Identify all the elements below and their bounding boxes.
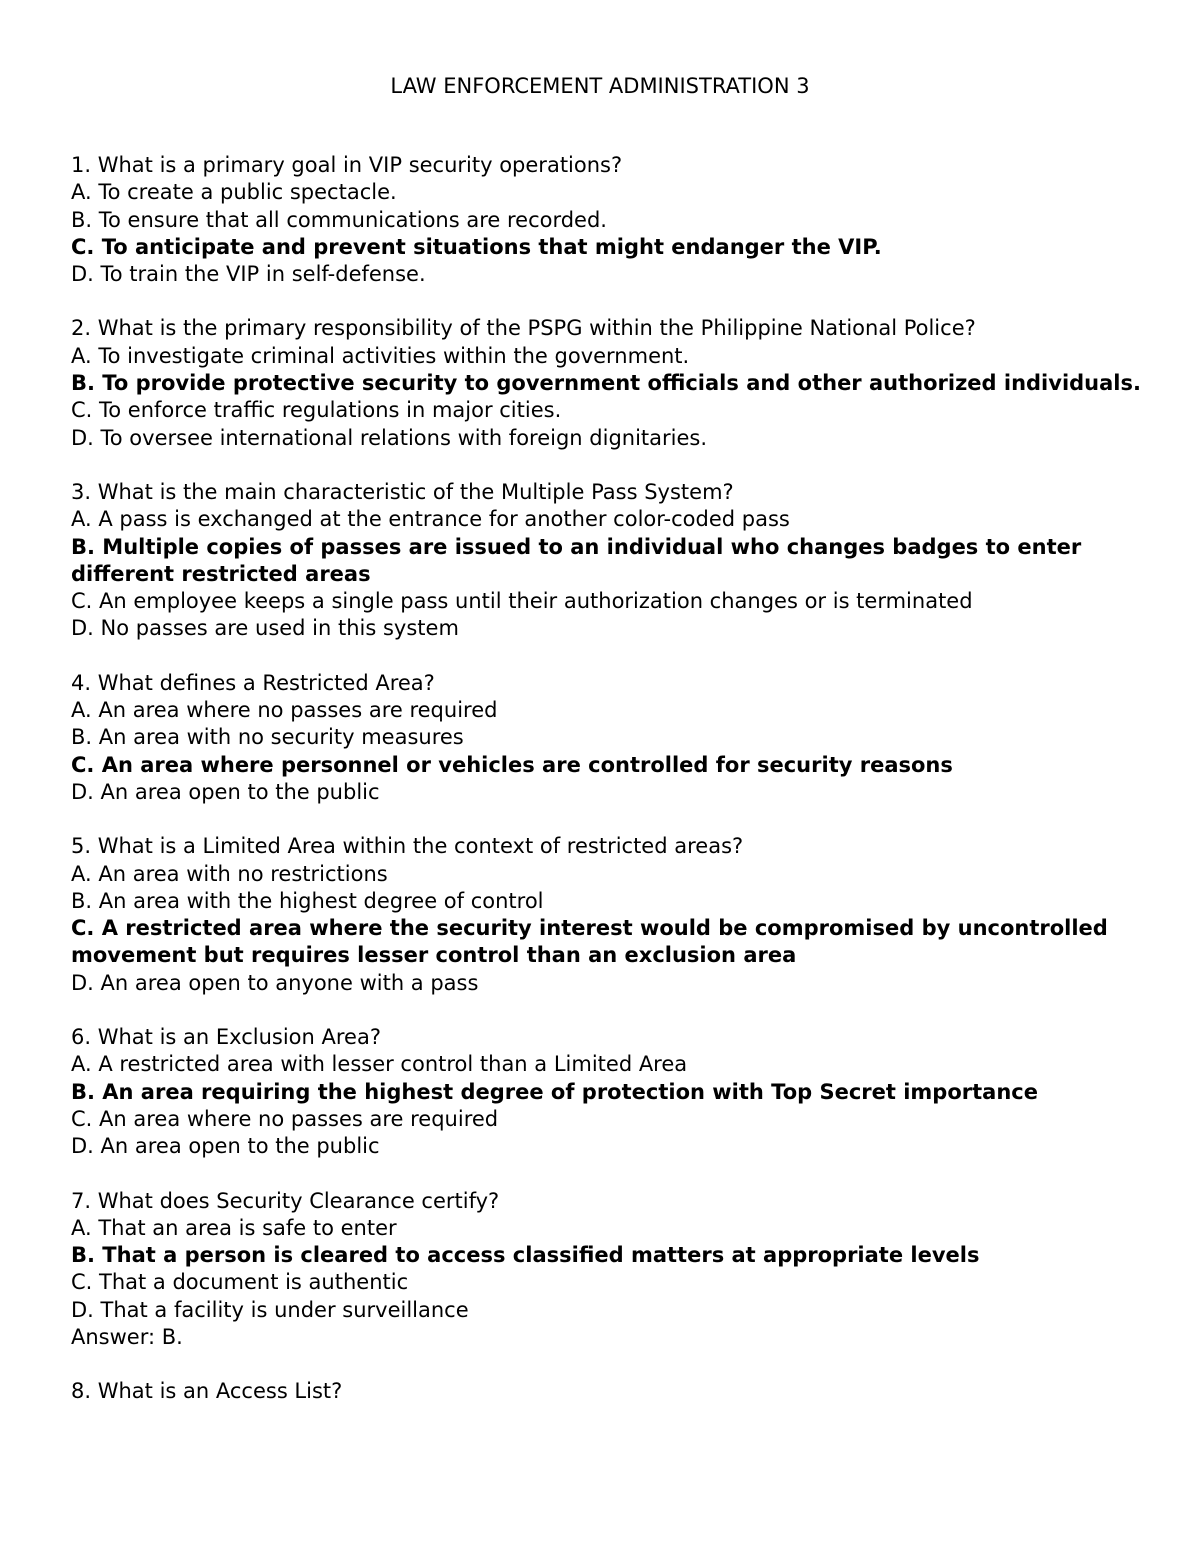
answer-option: A. To create a public spectacle. (71, 180, 397, 205)
question-list (71, 152, 1141, 1406)
answer-option: A. An area with no restrictions (71, 861, 388, 886)
question-block (71, 315, 1141, 451)
correct-answer-option: B. That a person is cleared to access classified matters at appropriate levels (71, 1243, 980, 1268)
question-stem: 1. What is a primary goal in VIP security operations? (71, 153, 623, 177)
question-stem: 6. What is an Exclusion Area? (71, 1025, 381, 1050)
correct-answer-option: C. A restricted area where the security interest would be compromised by uncontrolled movement but requires lesser control than an exclusion area (71, 916, 1108, 968)
answer-option: C. An employee keeps a single pass until their authorization changes or is terminated (71, 589, 973, 614)
question-block (71, 670, 1141, 806)
document-page (71, 72, 1141, 1433)
question-stem: 2. What is the primary responsibility of the PSPG within the Philippine National Police? (71, 316, 976, 341)
answer-option: B. An area with no security measures (71, 725, 464, 750)
answer-option: D. An area open to the public (71, 779, 380, 804)
question-block (71, 1378, 1141, 1405)
answer-key: Answer: B. (71, 1324, 183, 1349)
answer-option: C. An area where no passes are required (71, 1106, 499, 1131)
answer-option: D. To train the VIP in self-defense. (71, 262, 426, 287)
answer-option: A. That an area is safe to enter (71, 1215, 397, 1240)
question-block (71, 833, 1141, 997)
answer-option: C. That a document is authentic (71, 1270, 409, 1295)
title-spacer (71, 100, 1141, 152)
answer-option: D. An area open to anyone with a pass (71, 970, 479, 995)
answer-option: C. To enforce traffic regulations in major cities. (71, 398, 562, 423)
question-stem: 4. What defines a Restricted Area? (71, 670, 435, 695)
correct-answer-option: B. Multiple copies of passes are issued to an individual who changes badges to enter different restricted areas (71, 534, 1082, 586)
document-title: LAW ENFORCEMENT ADMINISTRATION 3 (390, 74, 810, 98)
answer-option: A. An area where no passes are required (71, 698, 498, 723)
answer-option: D. To oversee international relations with foreign dignitaries. (71, 425, 708, 450)
question-stem: 8. What is an Access List? (71, 1379, 343, 1404)
answer-option: A. To investigate criminal activities within the government. (71, 343, 690, 368)
question-block (71, 479, 1141, 643)
answer-option: A. A pass is exchanged at the entrance for another color-coded pass (71, 507, 790, 532)
question-stem: 3. What is the main characteristic of the Multiple Pass System? (71, 479, 734, 504)
answer-option: B. To ensure that all communications are recorded. (71, 207, 607, 232)
answer-option: D. An area open to the public (71, 1134, 380, 1159)
correct-answer-option: B. An area requiring the highest degree of protection with Top Secret importance (71, 1079, 1038, 1104)
correct-answer-option: C. To anticipate and prevent situations that might endanger the VIP. (71, 234, 882, 259)
question-stem: 7. What does Security Clearance certify? (71, 1188, 500, 1213)
correct-answer-option: B. To provide protective security to government officials and other authorized individuals. (71, 371, 1141, 396)
question-block (71, 152, 1141, 288)
question-block (71, 1024, 1141, 1160)
answer-option: B. An area with the highest degree of control (71, 888, 544, 913)
correct-answer-option: C. An area where personnel or vehicles are controlled for security reasons (71, 752, 953, 777)
answer-option: D. No passes are used in this system (71, 616, 459, 641)
answer-option: A. A restricted area with lesser control than a Limited Area (71, 1052, 688, 1077)
question-block (71, 1188, 1141, 1352)
question-stem: 5. What is a Limited Area within the context of restricted areas? (71, 834, 744, 859)
answer-option: D. That a facility is under surveillance (71, 1297, 469, 1322)
